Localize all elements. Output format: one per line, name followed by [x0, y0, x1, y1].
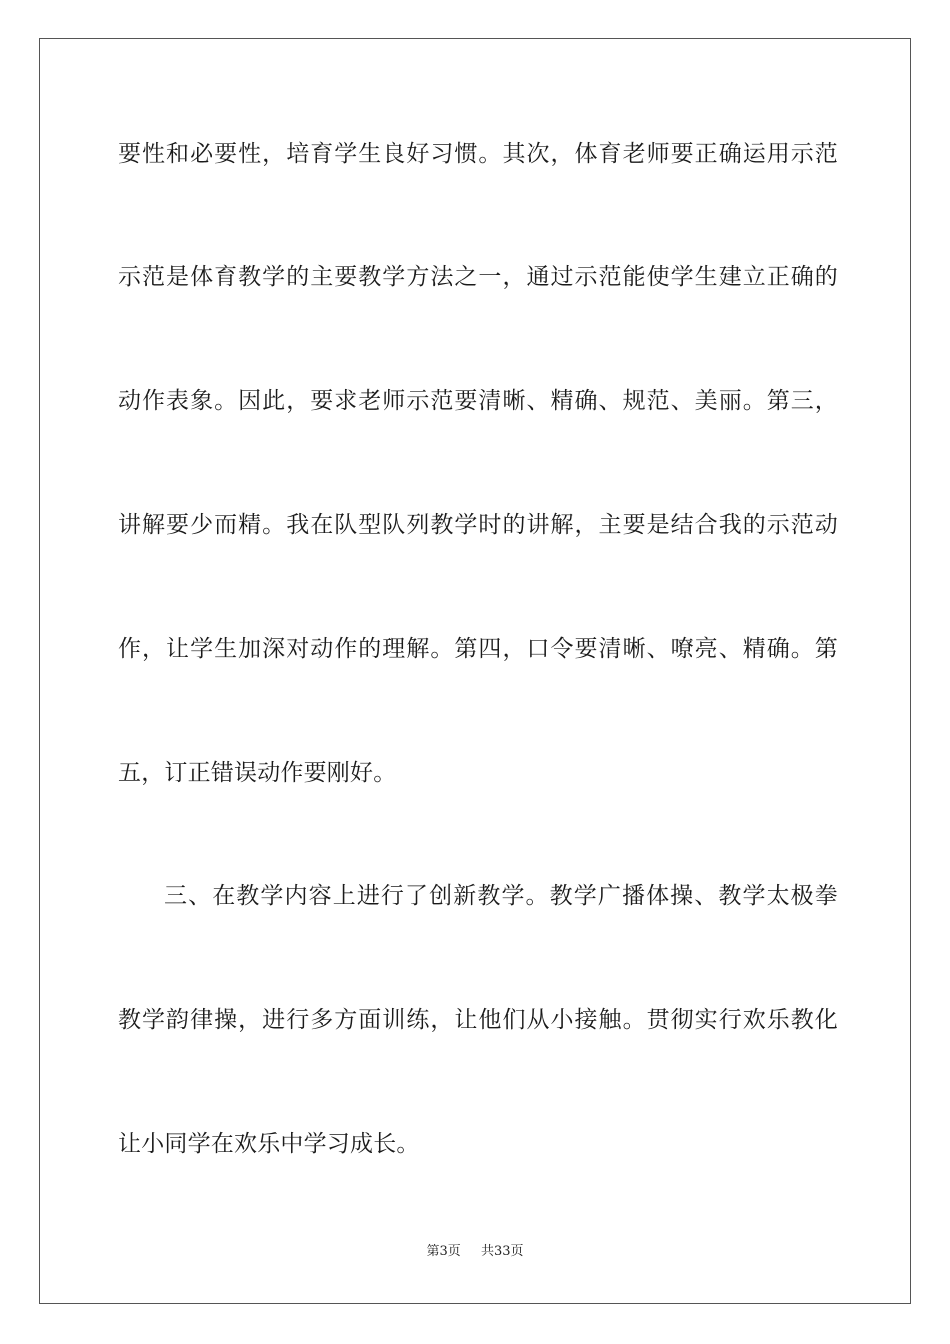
page-total: 共33页: [481, 1244, 524, 1259]
body-line-7: 三、在教学内容上进行了创新教学。教学广播体操、教学太极拳: [164, 883, 838, 909]
body-line-8: 教学韵律操，进行多方面训练，让他们从小接触。贯彻实行欢乐教化: [118, 1007, 838, 1033]
body-line-6: 五，订正错误动作要刚好。: [118, 760, 397, 786]
body-line-5: 作，让学生加深对动作的理解。第四，口令要清晰、嘹亮、精确。第: [118, 636, 838, 662]
body-line-2: 示范是体育教学的主要教学方法之一，通过示范能使学生建立正确的: [118, 264, 838, 290]
page-number: 第3页: [426, 1244, 461, 1259]
page-frame: [39, 38, 911, 1304]
body-line-4: 讲解要少而精。我在队型队列教学时的讲解，主要是结合我的示范动: [118, 512, 838, 538]
body-line-1: 要性和必要性，培育学生良好习惯。其次，体育老师要正确运用示范: [118, 141, 838, 167]
body-line-9: 让小同学在欢乐中学习成长。: [118, 1131, 420, 1157]
body-line-3: 动作表象。因此，要求老师示范要清晰、精确、规范、美丽。第三，: [118, 388, 838, 414]
page-footer: [0, 1243, 950, 1261]
